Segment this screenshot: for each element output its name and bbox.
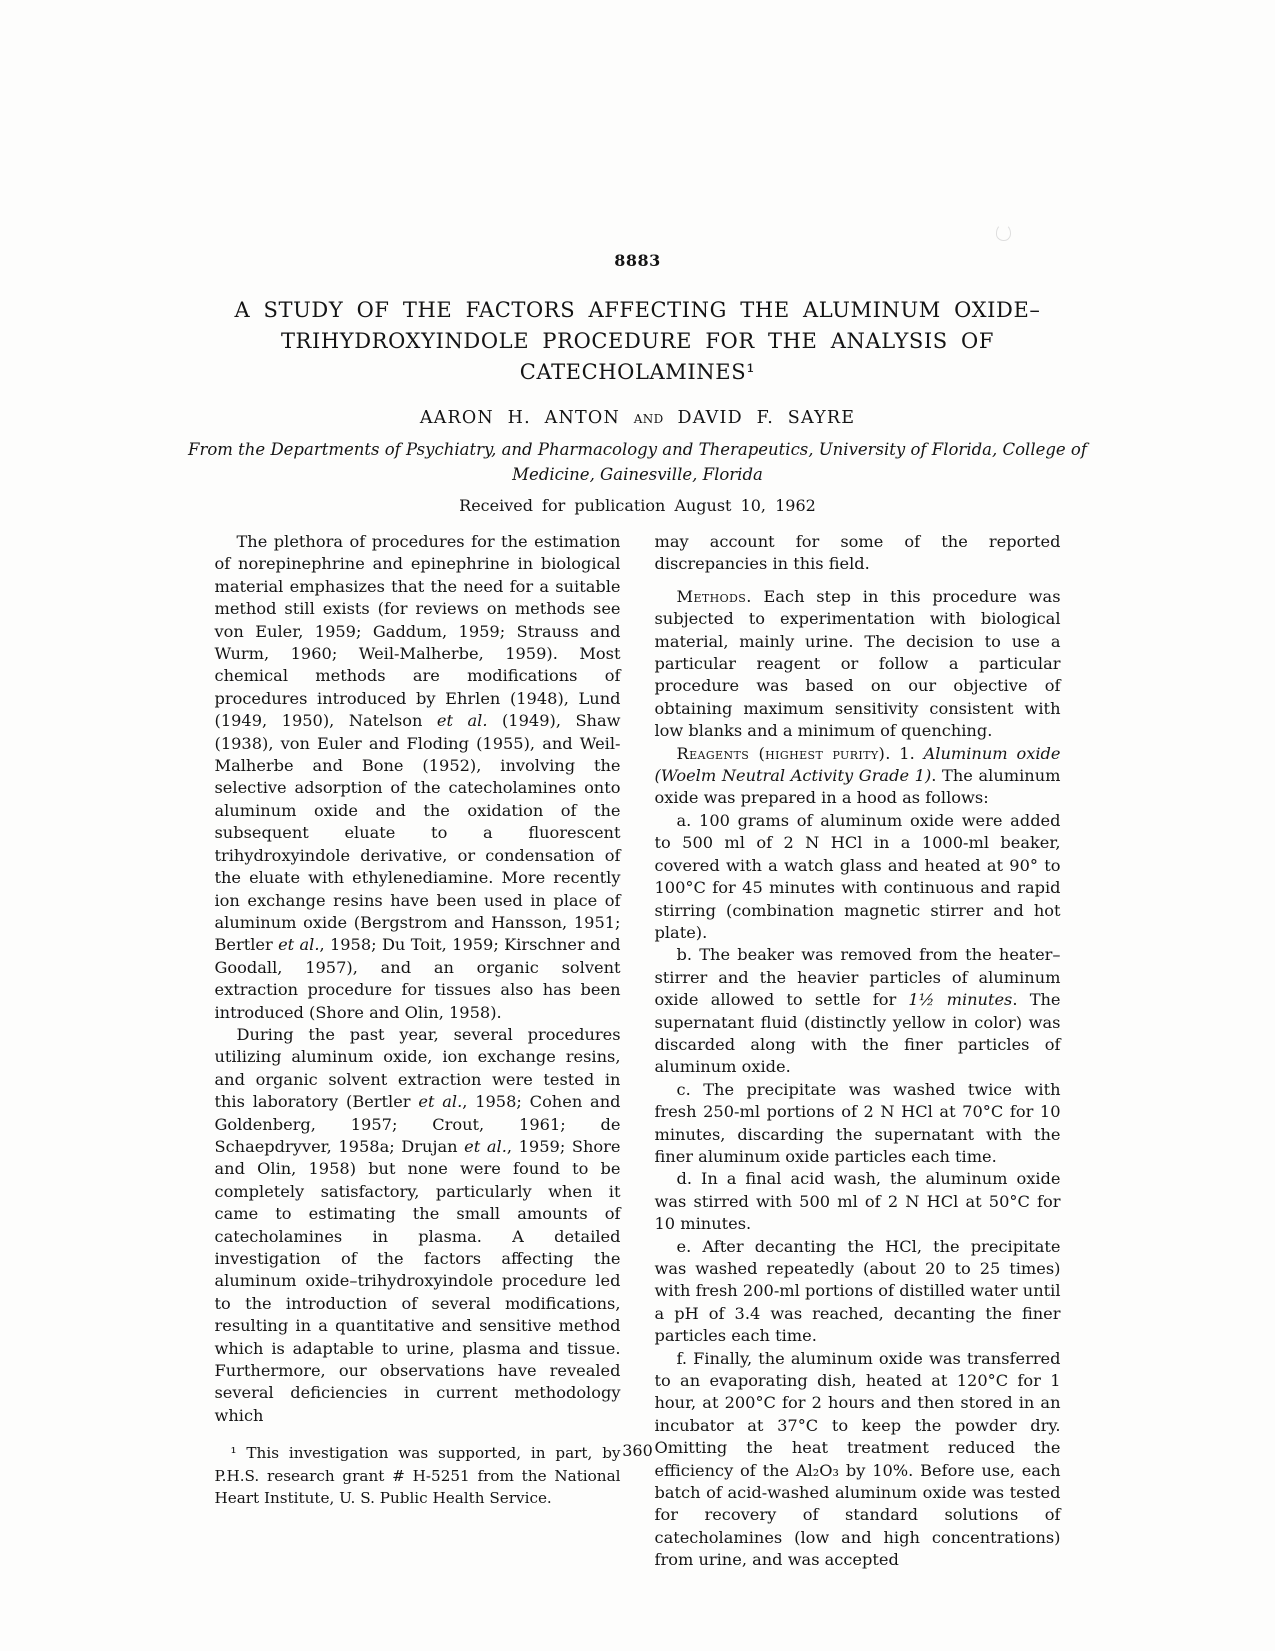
title-line: TRIHYDROXYINDOLE PROCEDURE FOR THE ANALYSIS OF [280, 329, 995, 353]
text-segment: may account for some of the reported discrepancies in this field. [654, 532, 1061, 574]
title-line: A STUDY OF THE FACTORS AFFECTING THE ALUMINUM OXIDE– [234, 298, 1041, 322]
text-segment: Each step in this procedure was subjected to experimentation with biological material, mainly urine. The decision to use a particular reagent or follow a particular procedure was based on our objective of obtaining maximum sensitivity consistent with low blanks and a minimum of quenching. [654, 586, 1061, 741]
text-segment: Reagents (highest purity) [676, 743, 886, 763]
step-b-paragraph [655, 944, 1061, 1078]
text-segment: et al. [278, 935, 320, 955]
received-line: Received for publication August 10, 1962 [459, 496, 816, 515]
text-segment: d. In a final acid wash, the aluminum oxide was stirred with 500 ml of 2 N HCl at 50°C for 10 minutes. [654, 1169, 1061, 1234]
affiliation [0, 437, 1275, 487]
text-segment: f. Finally, the aluminum oxide was transferred to an evaporating dish, heated at 120°C for 1 hour, at 200°C for 2 hours and then stored in an incubator at 37°C to keep the powder dry. Omitting the heat treatment reduced the efficiency of the Al₂O₃ by 10%. Before use, each batch of acid-washed aluminum oxide was tested for recovery of standard solutions of catecholamines (low and high concentrations) from urine, and was accepted [654, 1348, 1061, 1570]
text-segment: . The supernatant fluid (distinctly yellow in color) was discarded along with the finer particles of aluminum oxide. [654, 990, 1061, 1077]
text-segment: b. The beaker was removed from the heater–stirrer and the heavier particles of aluminum oxide allowed to settle for [654, 945, 1061, 1010]
text-segment: Methods. [676, 586, 752, 606]
title-line: CATECHOLAMINES¹ [519, 360, 756, 384]
text-segment: , 1959; Shore and Olin, 1958) but none were found to be completely satisfactory, particularly when it came to estimating the small amounts of catecholamines in plasma. A detailed investigation of the factors affecting the aluminum oxide–trihydroxyindole procedure led to the introduction of several modifications, resulting in a quantitative and sensitive method which is adaptable to urine, plasma and tissue. Furthermore, our observations have revealed several deficiencies in current methodology which [214, 1136, 621, 1425]
article-title [0, 295, 1275, 388]
text-segment: During the past year, several procedures utilizing aluminum oxide, ion exchange resins, and organic solvent extraction were tested in this laboratory (Bertler [214, 1024, 621, 1112]
body-columns [215, 531, 1061, 1572]
text-segment: The plethora of procedures for the estimation of norepinephrine and epinephrine in biological material emphasizes that the need for a suitable method still exists (for reviews on methods see von Euler, 1959; Gaddum, 1959; Strauss and Wurm, 1960; Weil-Malherbe, 1959). Most chemical methods are modifications of procedures introduced by Ehrlen (1948), Lund (1949, 1950), Natelson [214, 532, 621, 731]
left-column [215, 531, 621, 1510]
right-column [655, 531, 1061, 1572]
pencil-mark [996, 224, 1011, 241]
text-segment: and [633, 408, 664, 428]
left-column-text [215, 531, 621, 1427]
page-number: 360 [622, 1441, 653, 1460]
text-segment: Aluminum oxide (Woelm Neutral Activity Grade 1) [654, 743, 1061, 786]
text-segment: ¹ This investigation was supported, in part, by P.H.S. research grant # H-5251 from the National Heart Institute, U. S. Public Health Service. [214, 1444, 621, 1508]
text-segment: et al. [418, 1092, 463, 1112]
text-segment: e. After decanting the HCl, the precipitate was washed repeatedly (about 20 to 25 times) with fresh 200-ml portions of distilled water until a pH of 3.4 was reached, decanting the finer particles each time. [654, 1236, 1061, 1346]
text-segment: DAVID F. SAYRE [663, 408, 856, 428]
text-segment: et al. [464, 1136, 507, 1156]
text-segment: 1½ minutes [908, 990, 1013, 1010]
affiliation-line: From the Departments of Psychiatry, and Pharmacology and Therapeutics, University of Florida, College of [188, 440, 1087, 459]
step-c-paragraph [655, 1079, 1061, 1169]
text-segment: a. 100 grams of aluminum oxide were added to 500 ml of 2 N HCl in a 1000-ml beaker, covered with a watch glass and heated at 90° to 100°C for 45 minutes with continuous and rapid stirring (combination magnetic stirrer and hot plate). [654, 810, 1061, 942]
text-segment: (1949), Shaw (1938), von Euler and Floding (1955), and Weil-Malherbe and Bone (1952), involving the selective adsorption of the catecholamines onto aluminum oxide and the oxidation of the subsequent eluate to a fluorescent trihydroxyindole derivative, or condensation of the eluate with ethylenediamine. More recently ion exchange resins have been used in place of aluminum oxide (Bergstrom and Hansson, 1951; Bertler [214, 711, 621, 955]
text-segment: c. The precipitate was washed twice with fresh 250-ml portions of 2 N HCl at 70°C for 10 minutes, discarding the supernatant with the finer aluminum oxide particles each time. [654, 1079, 1061, 1166]
continuation-paragraph [655, 531, 1061, 576]
step-a-paragraph [655, 810, 1061, 944]
text-segment: . 1. [885, 743, 924, 763]
text-segment: et al. [436, 711, 488, 731]
text-segment: , 1958; Cohen and Goldenberg, 1957; Crout, 1961; de Schaepdryver, 1958a; Drujan [214, 1092, 621, 1156]
right-column-text [655, 531, 1061, 1572]
text-segment: , 1958; Du Toit, 1959; Kirschner and Goodall, 1957), and an organic solvent extraction procedure for tissues also has been introduced (Shore and Olin, 1958). [214, 935, 621, 1022]
step-e-paragraph [655, 1236, 1061, 1348]
text-segment: . The aluminum oxide was prepared in a hood as follows: [654, 766, 1061, 808]
step-d-paragraph [655, 1168, 1061, 1235]
intro-paragraph [215, 531, 621, 1024]
methods-paragraph [655, 586, 1061, 743]
survey-paragraph [215, 1024, 621, 1427]
authors-line [0, 408, 1275, 428]
text-segment: AARON H. ANTON [419, 408, 634, 428]
affiliation-line: Medicine, Gainesville, Florida [512, 465, 763, 484]
paper-id-number: 8883 [614, 251, 661, 270]
reagents-paragraph [655, 743, 1061, 810]
